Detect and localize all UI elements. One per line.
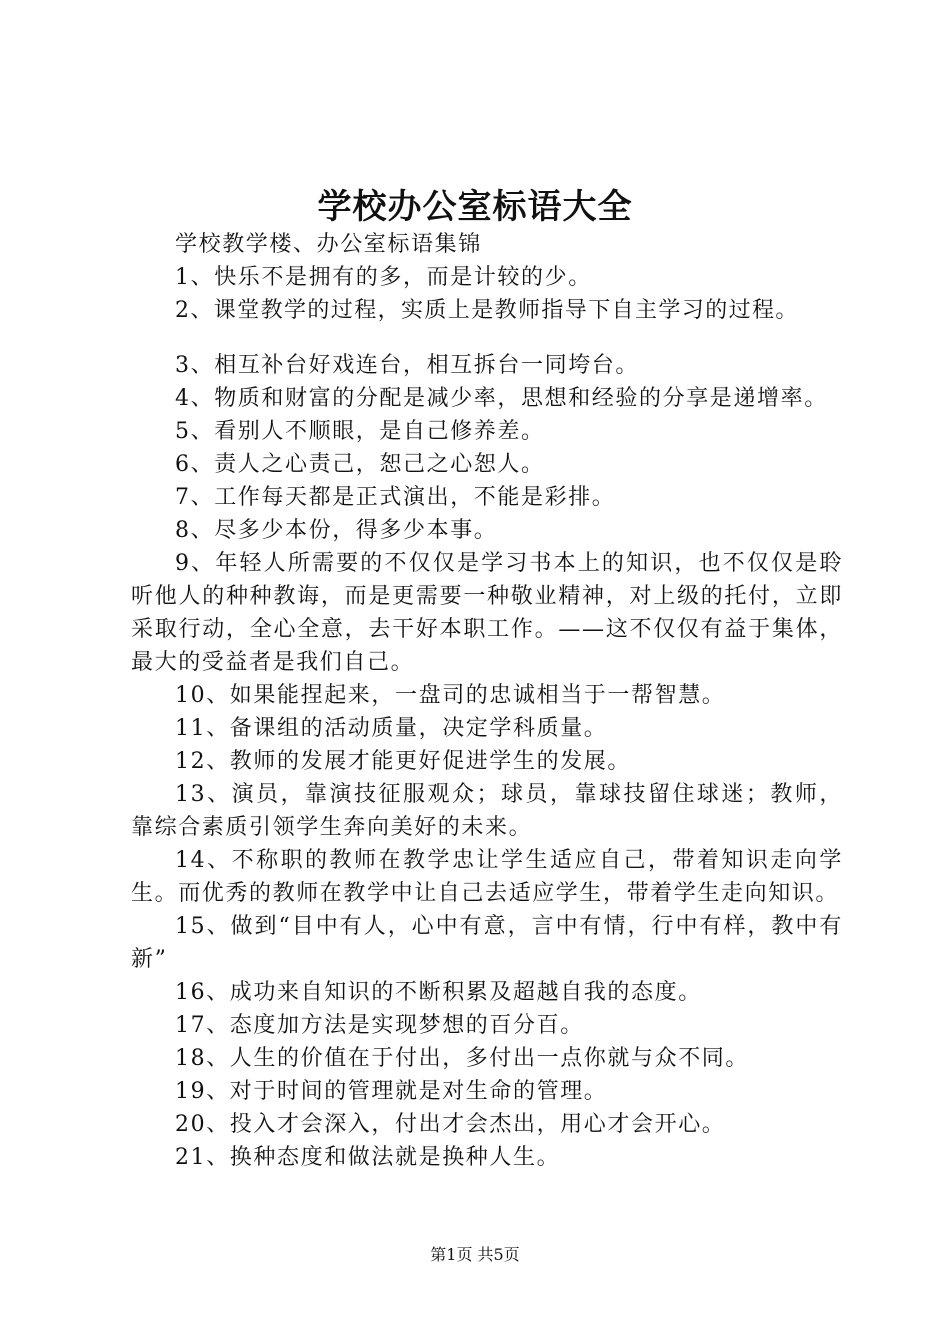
slogan-item-4: 4、物质和财富的分配是减少率，思想和经验的分享是递增率。 bbox=[175, 386, 828, 411]
document-title: 学校办公室标语大全 bbox=[317, 187, 633, 227]
slogan-item-6: 6、责人之心责己，恕己之心恕人。 bbox=[175, 452, 545, 477]
slogan-item-1: 1、快乐不是拥有的多，而是计较的少。 bbox=[175, 265, 592, 290]
slogan-item-20: 20、投入才会深入，付出才会杰出，用心才会开心。 bbox=[175, 1112, 726, 1137]
slogan-item-13: 13、演员，靠演技征服观众；球员，靠球技留住球迷；教师，靠综合素质引领学生奔向美好的未来。 bbox=[131, 782, 843, 840]
slogan-item-5: 5、看别人不顺眼，是自己修养差。 bbox=[175, 419, 545, 444]
slogan-item-9: 9、年轻人所需要的不仅仅是学习书本上的知识，也不仅仅是聆听他人的种种教诲，而是更需要一种敬业精神，对上级的托付，立即采取行动，全心全意，去干好本职工作。——这不仅仅有益于集体，最大的受益者是我们自己。 bbox=[131, 551, 843, 675]
slogan-item-16: 16、成功来自知识的不断积累及超越自我的态度。 bbox=[175, 980, 702, 1005]
slogan-item-12: 12、教师的发展才能更好促进学生的发展。 bbox=[175, 749, 631, 774]
slogan-item-19: 19、对于时间的管理就是对生命的管理。 bbox=[175, 1079, 608, 1104]
slogan-item-18: 18、人生的价值在于付出，多付出一点你就与众不同。 bbox=[175, 1046, 749, 1071]
slogan-item-15: 15、做到“目中有人，心中有意，言中有情，行中有样，教中有新” bbox=[131, 914, 843, 972]
slogan-item-11: 11、备课组的活动质量，决定学科质量。 bbox=[175, 716, 608, 741]
slogan-item-2: 2、课堂教学的过程，实质上是教师指导下自主学习的过程。 bbox=[175, 298, 799, 323]
subtitle-paragraph: 学校教学楼、办公室标语集锦 bbox=[175, 232, 482, 257]
slogan-item-14: 14、不称职的教师在教学忠让学生适应自己，带着知识走向学生。而优秀的教师在教学中让自己去适应学生，带着学生走向知识。 bbox=[131, 848, 843, 906]
slogan-item-7: 7、工作每天都是正式演出，不能是彩排。 bbox=[175, 485, 616, 510]
slogan-item-10: 10、如果能捏起来，一盘司的忠诚相当于一帮智慧。 bbox=[175, 683, 726, 708]
document-body bbox=[131, 228, 843, 1174]
slogan-item-21: 21、换种态度和做法就是换种人生。 bbox=[175, 1145, 561, 1170]
slogan-item-3: 3、相互补台好戏连台，相互拆台一同垮台。 bbox=[175, 353, 639, 378]
slogan-item-17: 17、态度加方法是实现梦想的百分百。 bbox=[175, 1013, 584, 1038]
slogan-item-8: 8、尽多少本份，得多少本事。 bbox=[175, 518, 498, 543]
page-footer: 第1页 共5页 bbox=[430, 1245, 520, 1264]
